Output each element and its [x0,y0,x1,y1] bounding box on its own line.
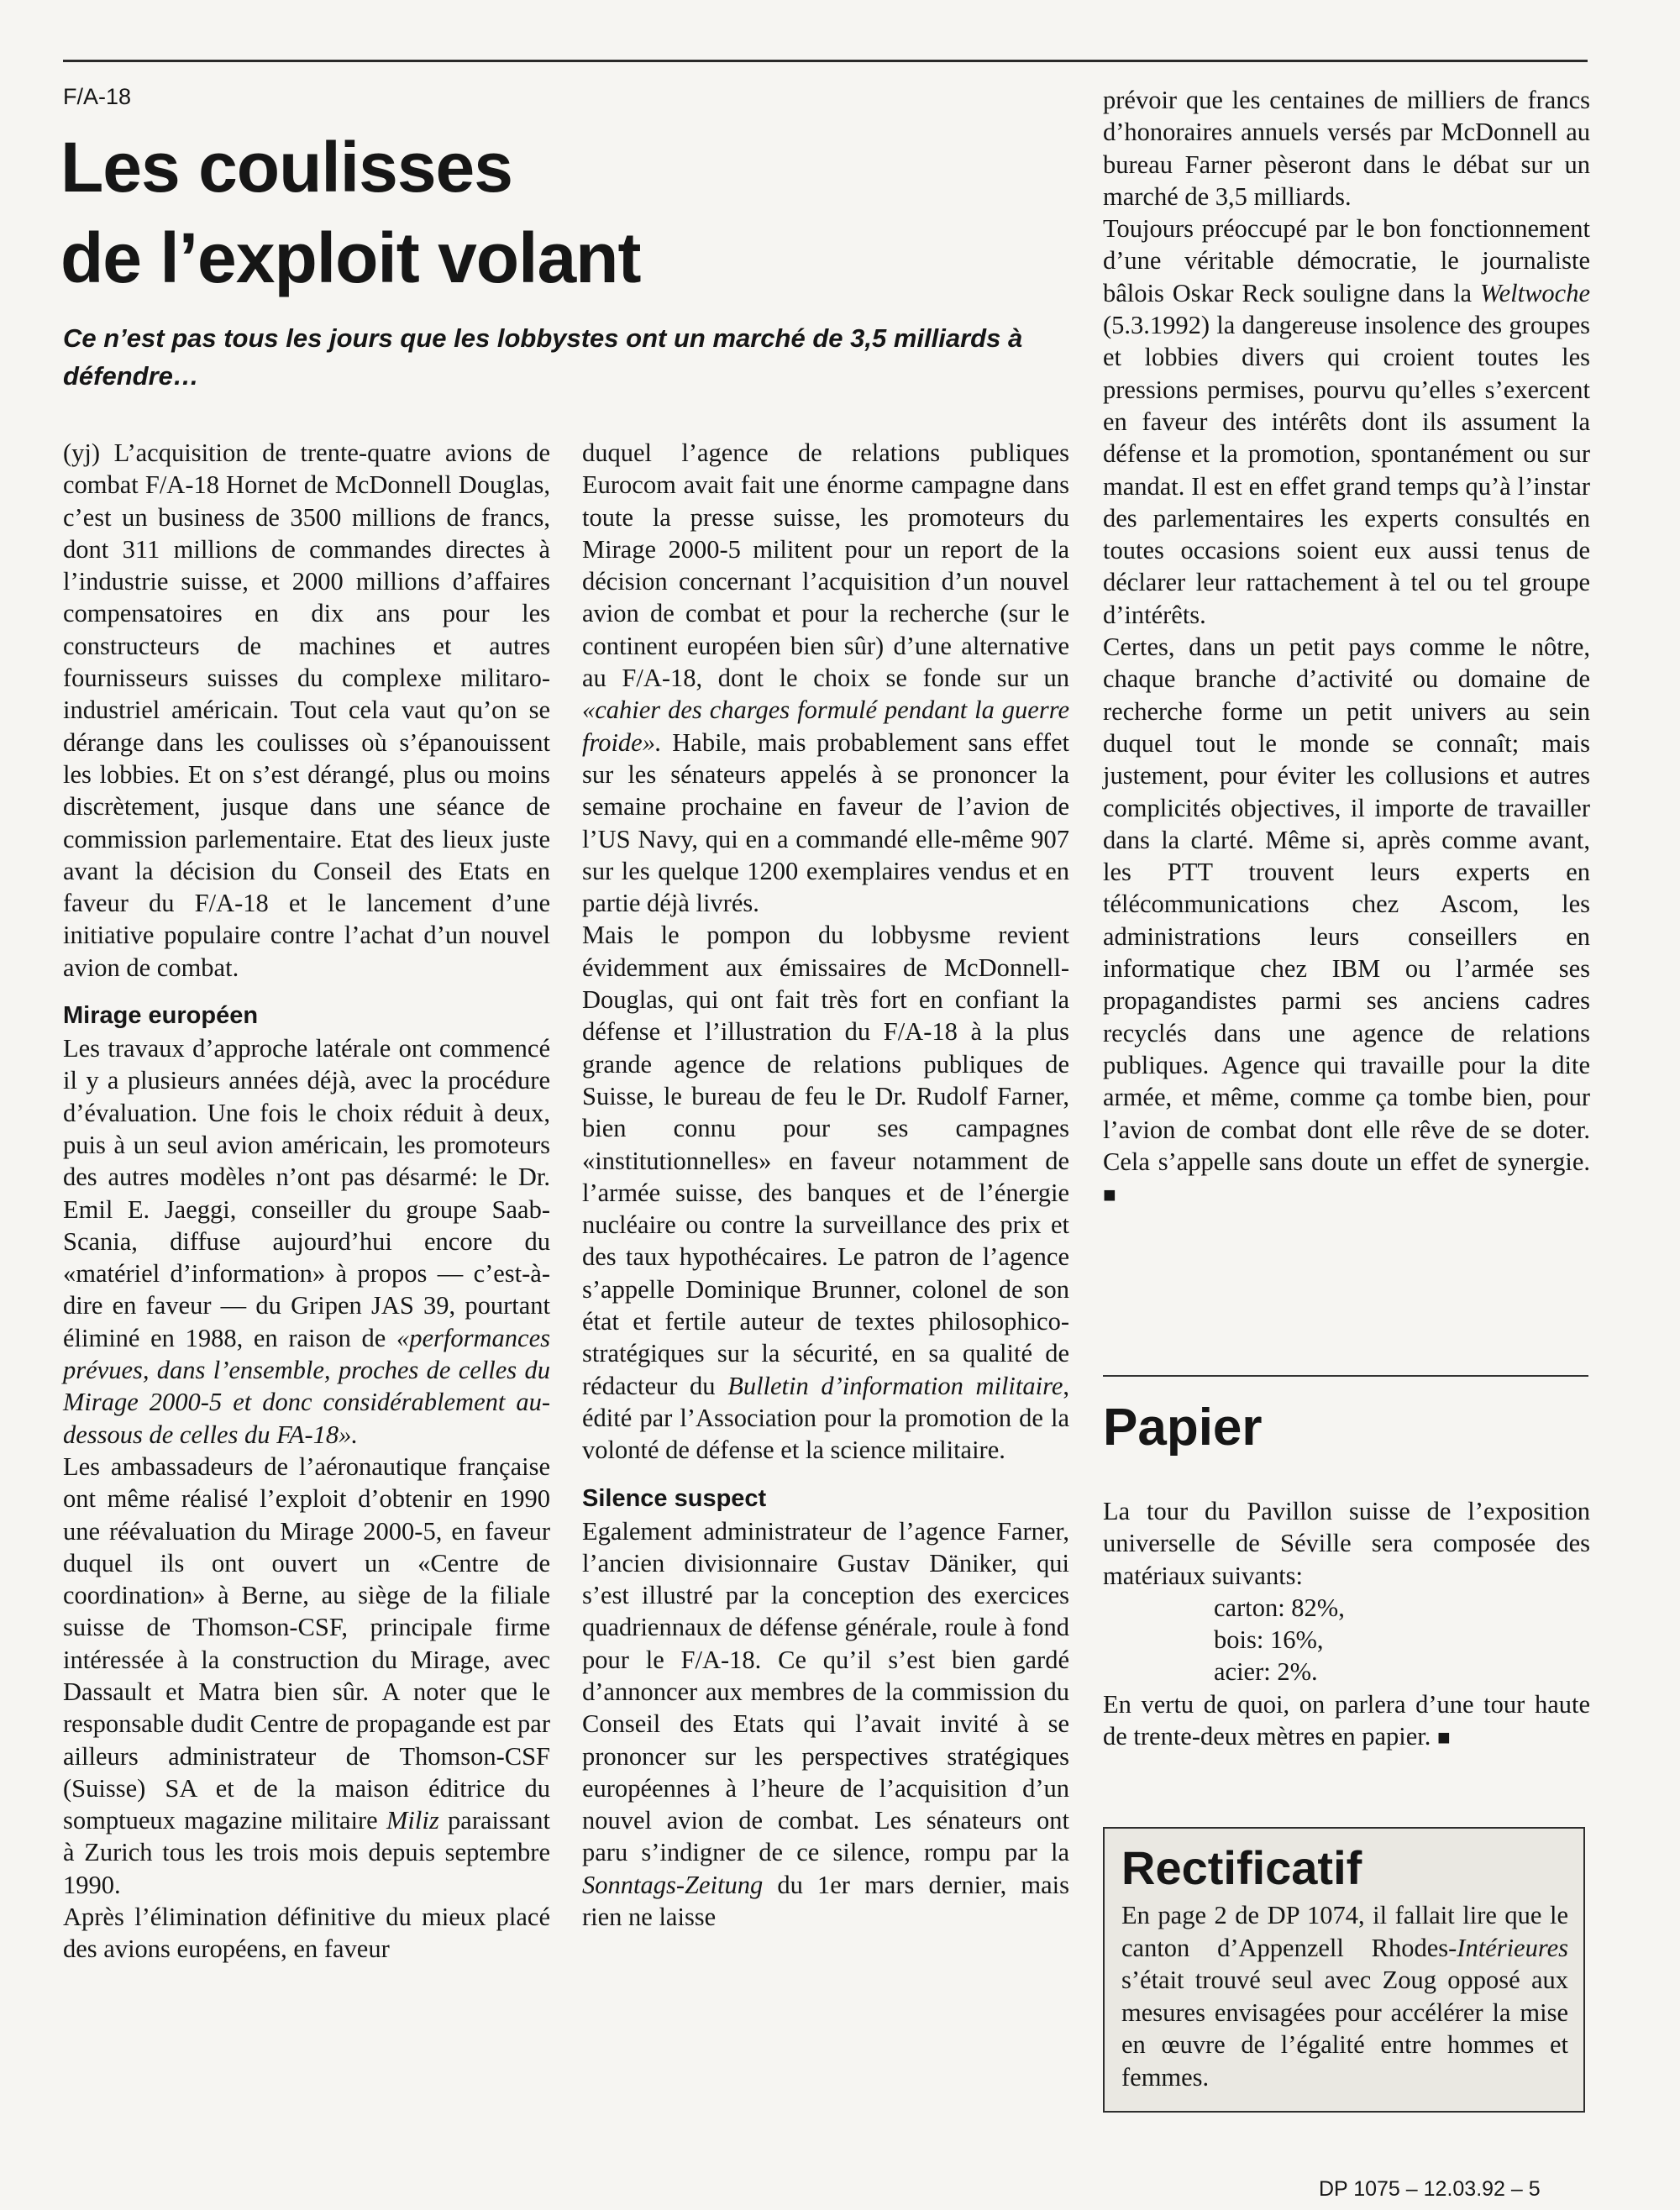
rectificatif-title: Rectificatif [1121,1841,1362,1894]
weltwoche-name: Weltwoche [1479,278,1590,307]
subhead-mirage-europeen: Mirage européen [63,1002,259,1030]
paragraph-approche-text: Les travaux d’approche latérale ont commencé il y a plusieurs années déjà, avec la procédure d’évaluation. Une fois le choix réduit à deux, puis à un seul avion américain, les promoteurs des autres modèles n’ont pas désarmé: le Dr. Emil E. Jaeggi, conseiller du groupe Saab-Scania, diffuse aujourd’hui encore du «matériel d’information» à propos — c’est-à-dire en faveur — du Gripen JAS 39, pourtant éliminé en 1988, en raison de [63,1034,550,1352]
paragraph-pompon [582,919,1069,1466]
magazine-name: Miliz [386,1806,439,1835]
material-item: acier: 2%. [1214,1657,1318,1687]
headline-line-1: Les coulisses [60,128,512,207]
paragraph-eurocom-end: Habile, mais probablement sans effet sur les sénateurs appelés à se prononcer la semaine prochaine en faveur de l’avion de l’US Navy, qui en a commandé elle-même 907 sur les quelque 1200 exemplaires vendus et en partie déjà livrés. [582,727,1069,918]
paragraph-daniker [582,1515,1069,1934]
paragraph-ambassadeurs [63,1451,550,1901]
paragraph-eurocom-text: duquel l’agence de relations publiques Eurocom avait fait une énorme campagne dans toute la presse suisse, les promoteurs du Mirage 2000-5 militent pour un report de la décision concernant l’acquisition d’un nouvel avion de combat et pour la recherche (sur le continent européen bien sûr) d’une alternative au F/A-18, dont le choix se fonde sur un [582,438,1069,693]
article-headline [60,122,1052,303]
rectificatif-text [1121,1899,1568,2093]
paragraph-honoraires: prévoir que les centaines de milliers de francs d’honoraires annuels versés par McDonnell au bureau Farner pèseront dans le débat sur un marché de 3,5 milliards. [1103,86,1590,211]
paragraph-elimination: Après l’élimination définitive du mieux placé des avions européens, en faveur [63,1903,550,1964]
article-end-mark-icon: ■ [1103,1183,1116,1208]
subhead-silence-suspect: Silence suspect [582,1484,767,1512]
top-rule [63,60,1588,62]
page-footer: DP 1075 – 12.03.92 – 5 [1319,2177,1541,2201]
newspaper-name: Sonntags-Zeitung [582,1870,764,1899]
section-kicker: F/A-18 [63,84,132,109]
papier-end-mark-icon: ■ [1437,1725,1451,1751]
paragraph-daniker-text: Egalement administrateur de l’agence Farner, l’ancien divisionnaire Gustav Däniker, qui s’est illustré par la conception des exercices quadriennaux de défense générale, roule à fond pour le F/A-18. Ce qu’il s’est bien gardé d’annoncer aux membres de la commission du Conseil des Etats qui l’avait invité à se prononcer sur les perspectives stratégiques européennes à l’heure de l’acquisition d’un nouvel avion de combat. Les sénateurs ont paru s’indigner de ce silence, rompu par la [582,1516,1069,1867]
column-divider-rule [1103,1375,1588,1377]
rectificatif-text-start: En page 2 de DP 1074, il fallait lire que le canton d’Appenzell Rhodes- [1121,1901,1568,1962]
materials-list [1103,1592,1590,1688]
article-column-2 [582,437,1069,1933]
papier-intro: La tour du Pavillon suisse de l’exposition universelle de Séville sera composée des matériaux suivants: [1103,1497,1590,1590]
article-column-1 [63,437,550,1966]
rectificatif-italic: Intérieures [1457,1933,1568,1962]
papier-outro [1103,1688,1590,1755]
paragraph-reck-text: Toujours préoccupé par le bon fonctionnement d’une véritable démocratie, le journaliste bâlois Oskar Reck souligne dans la [1103,214,1590,307]
material-item: carton: 82%, [1214,1593,1345,1622]
quote-cahier: «cahier des charges formulé pendant la guerre froide». [582,696,1069,757]
article-lead: Ce n’est pas tous les jours que les lobbystes ont un marché de 3,5 milliards à défendre… [63,323,1023,391]
quote-performances: «performances prévues, dans l’ensemble, proches de celles du Mirage 2000-5 et donc considérablement au-dessous de celles du FA-18». [63,1323,550,1449]
rectificatif-box [1103,1827,1585,2113]
paragraph-approche [63,1032,550,1451]
paragraph-intro: (yj) L’acquisition de trente-quatre avions de combat F/A-18 Hornet de McDonnell Douglas, c’est un business de 3500 millions de francs, dont 311 millions de commandes directes à l’industrie suisse, et 2000 millions d’affaires compensatoires en dix ans pour les constructeurs de machines et autres fournisseurs suisses du complexe militaro-industriel américain. Tout cela vaut qu’on se dérange dans les coulisses où s’épanouissent les lobbies. Et on s’est dérangé, plus ou moins discrètement, jusque dans une séance de commission parlementaire. Etat des lieux juste avant la décision du Conseil des Etats en faveur du F/A-18 et le lancement d’une initiative populaire contre l’achat d’un nouvel avion de combat. [63,438,550,982]
bulletin-name: Bulletin d’information militaire [727,1371,1063,1400]
papier-body [1103,1495,1590,1754]
material-item: bois: 16%, [1214,1625,1324,1655]
paragraph-reck [1103,213,1590,631]
paragraph-ambassadeurs-end: paraissant à Zurich tous les trois mois depuis septembre 1990. [63,1806,551,1899]
paragraph-pompon-end: , édité par l’Association pour la promotion de la volonté de défense et la science militaire. [582,1371,1069,1465]
papier-title: Papier [1103,1399,1263,1457]
paragraph-pompon-text: Mais le pompon du lobbysme revient évidemment aux émissaires de McDonnell-Douglas, qui ont fait très fort en confiant la défense et l’illustration du F/A-18 à la plus grande agence de relations publiques de Suisse, le bureau de feu le Dr. Rudolf Farner, bien connu pour ses campagnes «institutionnelles» en faveur notamment de l’armée suisse, des banques et de l’énergie nucléaire ou contre la surveillance des prix et des taux hypothécaires. Le patron de l’agence s’appelle Dominique Brunner, colonel de son état et fertile auteur de textes philosophico-stratégiques sur la sécurité, en sa qualité de rédacteur du [582,921,1069,1400]
paragraph-eurocom [582,437,1069,919]
paragraph-daniker-end: du 1er mars dernier, mais rien ne laisse [582,1870,1069,1932]
article-column-3 [1103,84,1590,1211]
papier-outro-text: En vertu de quoi, on parlera d’une tour haute de trente-deux mètres en papier. [1103,1689,1590,1751]
paragraph-reck-end: (5.3.1992) la dangereuse insolence des groupes et lobbies divers qui croient toutes les pressions permises, pourvu qu’elles s’exercent en faveur des intérêts dont ils assument la défense et la promotion, spontanément ou sur mandat. Il est en effet grand temps qu’à l’instar des parlementaires les experts consultés en toutes occasions soient eux aussi tenus de déclarer leur rattachement à tel ou tel groupe d’intérêts. [1103,311,1590,629]
rectificatif-text-end: s’était trouvé seul avec Zoug opposé aux mesures envisagées pour accélérer la mise en œuvre de l’égalité entre hommes et femmes. [1121,1966,1568,2092]
paragraph-certes-text: Certes, dans un petit pays comme le nôtre, chaque branche d’activité ou domaine de recherche forme un petit univers au sein duquel tout le monde se connaît; mais justement, pour éviter les collusions et autres complicités objectives, il importe de travailler dans la clarté. Même si, après comme avant, les PTT trouvent leurs experts en télécommunications chez Ascom, les administrations leurs conseillers en informatique chez IBM ou l’armée ses propagandistes parmi ses anciens cadres recyclés dans une agence de relations publiques. Agence qui travaille pour la dite armée, et même, comme ça tombe bien, pour l’avion de combat dont elle rêve de se doter. Cela s’appelle sans doute un effet de synergie. [1103,633,1590,1176]
headline-line-2: de l’exploit volant [60,218,641,297]
paragraph-ambassadeurs-text: Les ambassadeurs de l’aéronautique française ont même réalisé l’exploit d’obtenir en 1990 une réévaluation du Mirage 2000-5, en faveur duquel ils ont ouvert un «Centre de coordination» à Berne, au siège de la filiale suisse de Thomson-CSF, principale firme intéressée à la construction du Mirage, avec Dassault et Matra bien sûr. A noter que le responsable dudit Centre de propagande est par ailleurs administrateur de Thomson-CSF (Suisse) SA et de la maison éditrice du somptueux magazine militaire [63,1451,550,1835]
paragraph-certes [1103,631,1590,1211]
